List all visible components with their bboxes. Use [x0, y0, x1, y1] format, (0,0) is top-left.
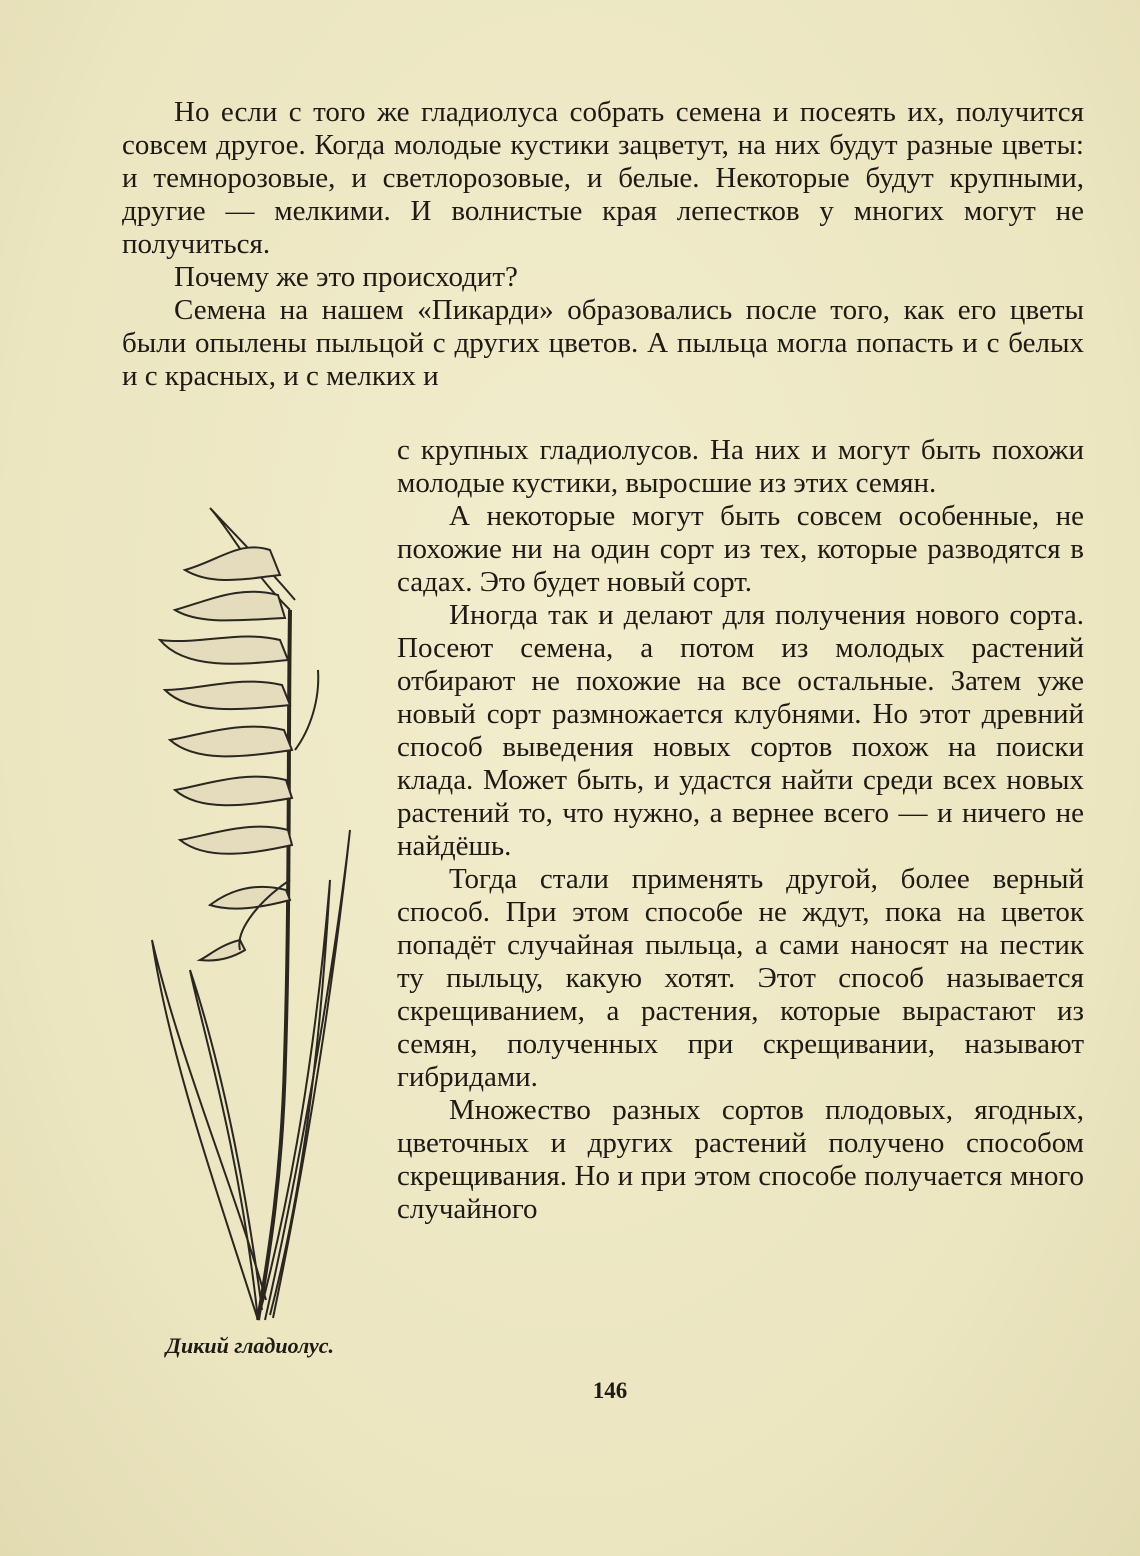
full-width-text	[122, 96, 1084, 393]
paragraph: Множество разных сортов плодовых, ягодных, цветочных и других растений получено способом скрещивания. Но и при этом способе получается много случайного	[397, 1094, 1084, 1225]
paragraph: Тогда стали применять другой, более верный способ. При этом способе не ждут, пока на цветок попадёт случайная пыльца, а сами наносят на пестик ту пыльцу, какую хотят. Этот способ называется скрещиванием, а растения, которые вырастают из семян, полученных при скрещивании, называют гибридами.	[397, 863, 1084, 1093]
paragraph: Семена на нашем «Пикарди» образовались после того, как его цветы были опылены пыльцой с других цветов. А пыльца могла попасть и с белых и с красных, и с мелких и	[122, 294, 1084, 392]
paragraph: Но если с того же гладиолуса собрать семена и посеять их, получится совсем другое. Когда молодые кустики зацветут, на них будут разные цветы: и темнорозовые, и светлорозовые, и белые. Некоторые будут крупными, другие — мелкими. И волнистые края лепестков у многих могут не получиться.	[122, 96, 1084, 260]
paragraph: с крупных гладиолусов. На них и могут быть похожи молодые кустики, выросшие из этих семян.	[397, 434, 1084, 499]
paragraph: Почему же это происходит?	[174, 261, 518, 293]
gladiolus-illustration	[140, 500, 360, 1330]
figure-caption: Дикий гладиолус.	[165, 1333, 335, 1358]
page-number: 146	[592, 1378, 628, 1403]
paragraph: А некоторые могут быть совсем особенные, не похожие ни на один сорт из тех, которые разводятся в садах. Это будет новый сорт.	[397, 500, 1084, 598]
column-text	[397, 434, 1084, 1226]
paragraph: Иногда так и делают для получения нового сорта. Посеют семена, а потом из молодых растений отбирают не похожие на все остальные. Затем уже новый сорт размножается клубнями. Но этот древний способ выведения новых сортов похож на поиски клада. Может быть, и удастся найти среди всех новых растений то, что нужно, а вернее всего — и ничего не найдёшь.	[397, 599, 1084, 862]
